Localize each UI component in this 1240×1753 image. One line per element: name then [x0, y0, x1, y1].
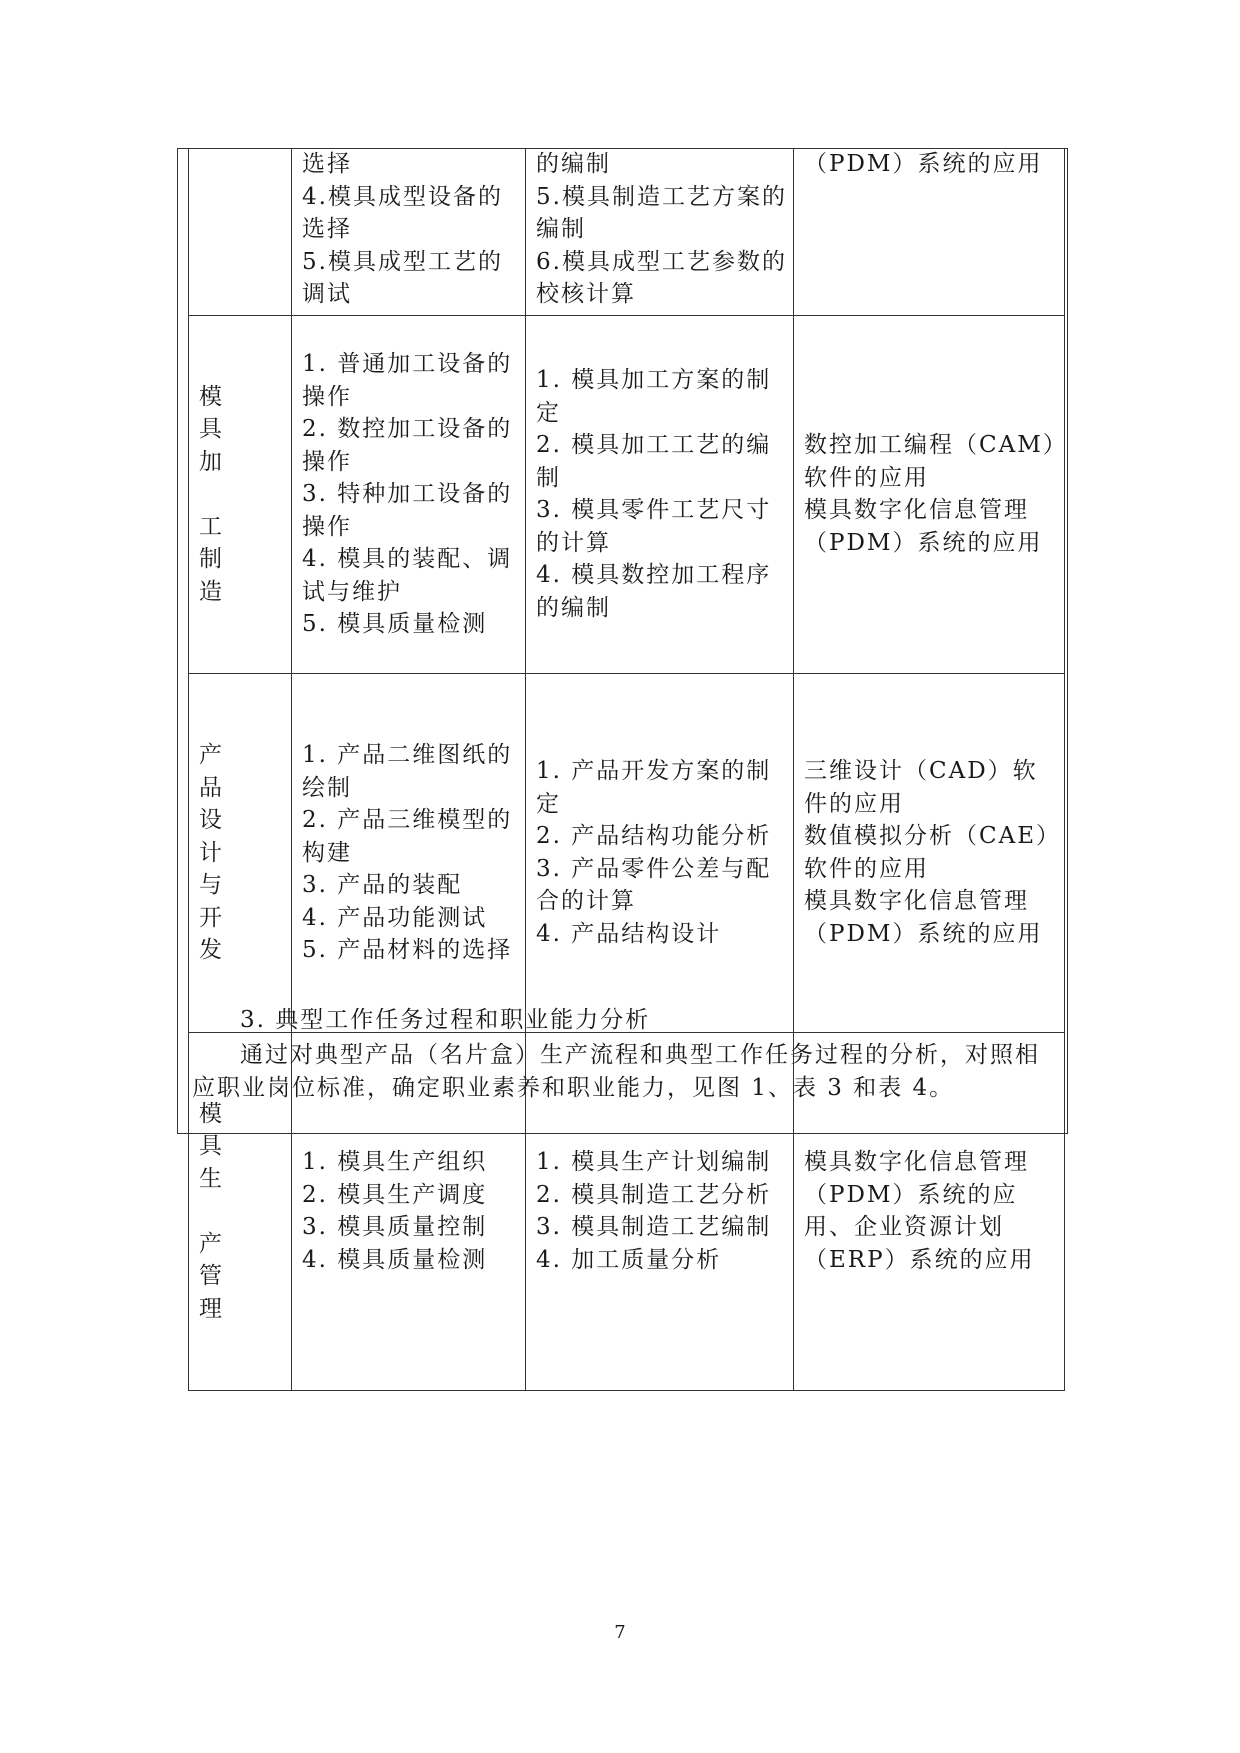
skill-cell: 选择 4.模具成型设备的选择 5.模具成型工艺的调试 — [292, 148, 526, 315]
skill-cell: 1. 普通加工设备的操作 2. 数控加工设备的操作 3. 特种加工设备的操作 4. 模具的装配、调试与维护 5. 模具质量检测 — [292, 315, 526, 674]
knowledge-cell: 的编制 5.模具制造工艺方案的编制 6.模具成型工艺参数的校核计算 — [526, 148, 794, 315]
category-label: 模 具 加 工 制 造 — [199, 383, 268, 605]
table-row — [189, 148, 1065, 315]
table-row — [189, 674, 1065, 1033]
category-label: 产 品 设 计 与 开 发 — [199, 742, 268, 963]
table-row — [189, 315, 1065, 674]
section-heading: 3. 典型工作任务过程和职业能力分析 — [240, 1007, 651, 1033]
knowledge-cell: 1. 模具生产计划编制 2. 模具制造工艺分析 3. 模具制造工艺编制 4. 加工质量分析 — [526, 1032, 794, 1391]
knowledge-cell: 1. 产品开发方案的制定 2. 产品结构功能分析 3. 产品零件公差与配合的计算 4. 产品结构设计 — [526, 674, 794, 1033]
software-cell: 三维设计（CAD）软件的应用 数值模拟分析（CAE）软件的应用 模具数字化信息管理（PDM）系统的应用 — [794, 674, 1065, 1033]
skill-cell: 1. 产品二维图纸的绘制 2. 产品三维模型的构建 3. 产品的装配 4. 产品功能测试 5. 产品材料的选择 — [292, 674, 526, 1033]
software-cell: 数控加工编程（CAM）软件的应用 模具数字化信息管理（PDM）系统的应用 — [794, 315, 1065, 674]
page-number: 7 — [614, 1622, 626, 1643]
category-label: 模 具 生 产 管 理 — [199, 1100, 268, 1322]
skill-cell: 1. 模具生产组织 2. 模具生产调度 3. 模具质量控制 4. 模具质量检测 — [292, 1032, 526, 1391]
category-cell — [189, 315, 292, 674]
category-cell — [189, 674, 292, 1033]
software-cell: 模具数字化信息管理（PDM）系统的应用、企业资源计划（ERP）系统的应用 — [794, 1032, 1065, 1391]
knowledge-cell: 1. 模具加工方案的制定 2. 模具加工工艺的编制 3. 模具零件工艺尺寸的计算 4. 模具数控加工程序的编制 — [526, 315, 794, 674]
section-body: 通过对典型产品（名片盒）生产流程和典型工作任务过程的分析，对照相应职业岗位标准，确定职业素养和职业能力，见图 1、表 3 和表 4。 — [192, 1042, 1040, 1101]
software-cell: （PDM）系统的应用 — [794, 148, 1065, 315]
skills-table — [188, 148, 1065, 1391]
category-cell — [189, 148, 292, 315]
